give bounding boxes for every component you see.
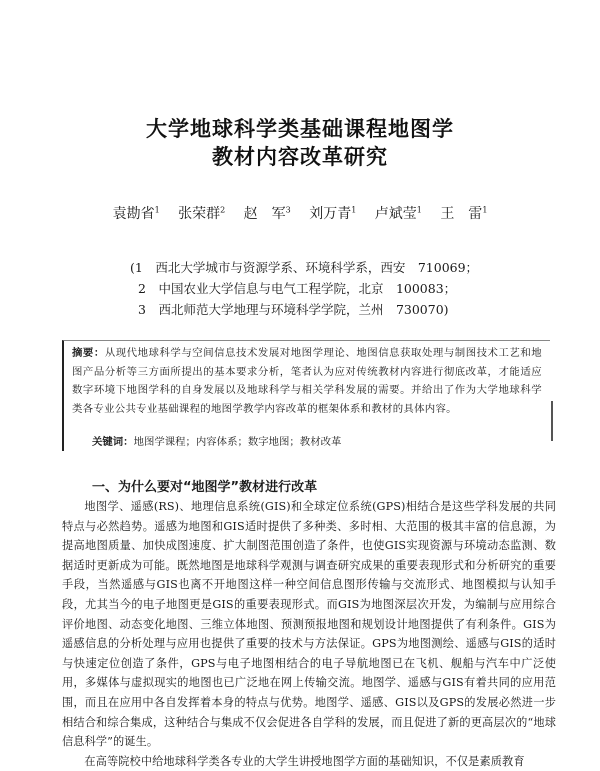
abstract — [72, 344, 542, 418]
body-paragraph: 在高等院校中给地球科学类各专业的大学生讲授地图学方面的基础知识，不仅是素质教育 — [84, 754, 525, 768]
keywords — [92, 433, 341, 448]
author: 袁勘省$^1$ — [112, 205, 160, 222]
keywords-body: 地图学课程；内容体系；数字地图；教材改革 — [133, 436, 342, 448]
paper-title-line-1: 大学地球科学类基础课程地图学 — [146, 117, 454, 141]
affiliation: 2 中国农业大学信息与电气工程学院，北京 100083； — [138, 281, 457, 296]
author: 王 雷$^1$ — [440, 205, 488, 222]
abstract-label: 摘要： — [72, 347, 105, 359]
affiliation: (1 西北大学城市与资源学系、环境科学系，西安 710069； — [130, 260, 479, 275]
body-paragraph: 地图学、遥感(RS)、地理信息系统(GIS)和全球定位系统(GPS)相结合是这些学科发展的共同特点与必然趋势。遥感为地图和GIS适时提供了多种类、多时相、大范围的极其丰富的信息源，为提高地图质量、加快成图速度、扩大制图范围创造了条件，也使GIS实现资源与环境动态监测、数据适时更新成为可能。既然地图是地球科学观测与调查研究成果的重要表现形式和分析研究的重要手段，当然遥感与GIS也离不开地图这样一种空间信息图形传输与交流形式、地图模拟与认知手段，尤其当今的电子地图更是GIS的重要表现形式。而GIS为地图深层次开发，为编制与应用综合评价地图、动态变化地图、三维立体地图、预测预报地图和规划设计地图提供了有利条件。GIS为遥感信息的分析处理与应用也提供了重要的技术与方法保证。GPS为地图测绘、遥感与GIS的适时与快速定位创造了条件，GPS与电子地图相结合的电子导航地图已在飞机、舰船与汽车中广泛使用，多媒体与虚拟现实的地图也已广泛地在网上传输交流。地图学、遥感与GIS有着共同的应用范围，而且在应用中各自发挥着本身的特点与优势。地图学、遥感、GIS以及GPS的发展必然进一步相结合和综合集成，这种结合与集成不仅会促进各自学科的发展，而且促进了新的更高层次的“地球信息科学”的诞生。 — [62, 500, 556, 749]
keywords-label: 关键词： — [92, 436, 134, 448]
author-list — [0, 203, 600, 223]
affiliation: 3 西北师范大学地理与环境科学学院，兰州 730070) — [138, 302, 449, 317]
section-heading: 一、为什么要对“地图学”教材进行改革 — [92, 480, 318, 495]
body-text — [62, 497, 556, 771]
paper-title-line-2: 教材内容改革研究 — [212, 145, 388, 169]
author: 赵 军$^3$ — [243, 205, 291, 222]
author: 刘万青$^1$ — [309, 205, 357, 222]
author: 张荣群$^2$ — [178, 205, 226, 222]
author: 卢斌莹$^1$ — [374, 205, 422, 222]
abstract-body: 从现代地球科学与空间信息技术发展对地图学理论、地图信息获取处理与制图技术工艺和地图产品分析等三方面所提出的基本要求分析，笔者认为应对传统教材内容进行彻底改革，才能适应数字环境下地图学科的自身发展以及地球科学与相关学科发展的需要。并给出了作为大学地球科学类各专业公共专业基础课程的地图学教学内容改革的框架体系和教材的具体内容。 — [72, 347, 542, 415]
